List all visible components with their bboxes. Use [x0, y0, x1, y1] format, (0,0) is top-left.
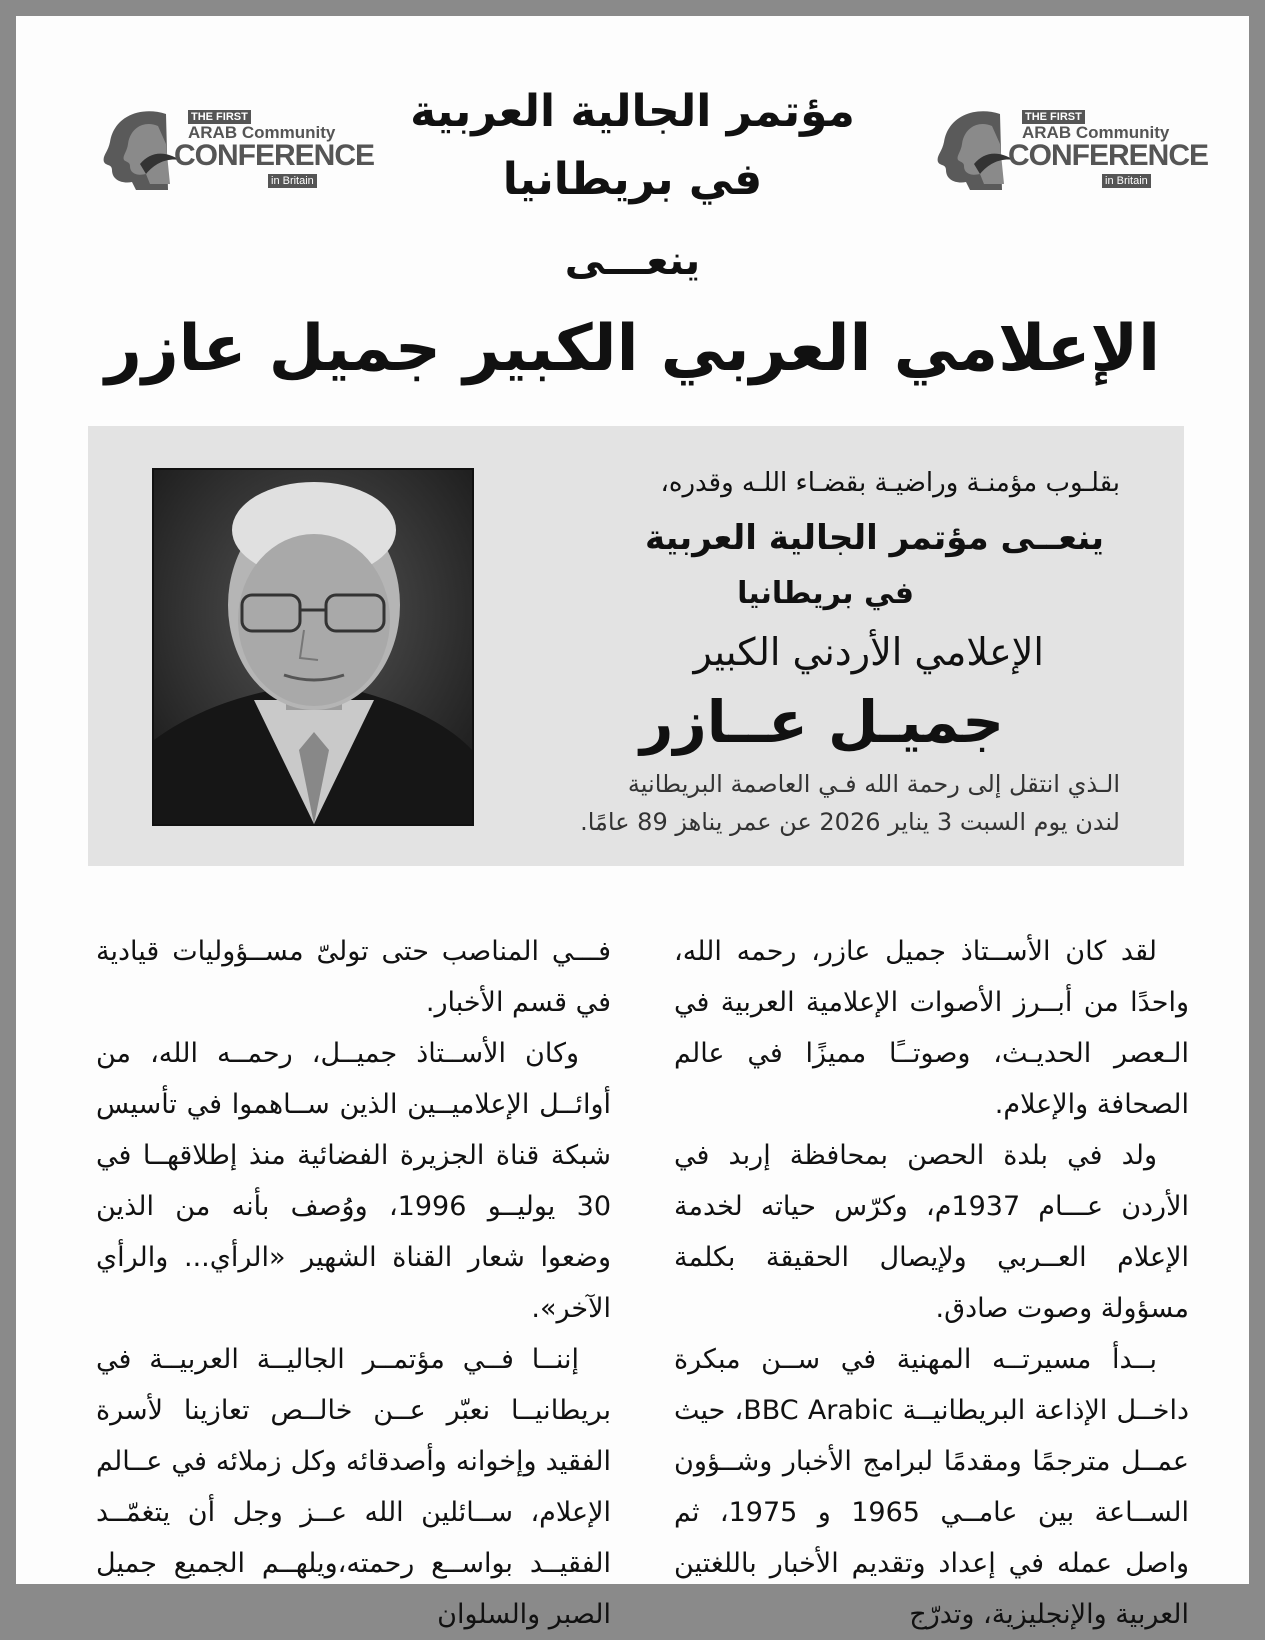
- paragraph: لقد كان الأســتاذ جميل عازر، رحمه الله، واحدًا من أبــرز الأصوات الإعلامية العربية في الـعصر الحديـث، وصوتــًا مميزًا في عالم الصحافة والإعلام.: [674, 936, 1189, 1120]
- paragraph: وكان الأســتاذ جميــل، رحمــه الله، من أوائــل الإعلاميــين الذين ســاهموا في تأسيس شبكة قناة الجزيرة الفضائية منذ إطلاقهــا في 30 يوليــو 1996، ووُصف بأنه من الذين وضعوا شعار القناة الشهير «الرأي... والرأي الآخر».: [96, 1038, 611, 1324]
- condolence-intro: بقلـوب مؤمنـة وراضيـة بقضـاء اللـه وقدره،: [660, 468, 1120, 498]
- deceased-name: جميـل عــازر: [640, 688, 1004, 756]
- logo-arab-community: ARAB Community: [188, 123, 336, 142]
- obituary-page: [16, 16, 1249, 1630]
- logo-the-first: THE FIRST: [188, 110, 251, 124]
- body-column-right: [674, 926, 1189, 1640]
- logo-in-britain: in Britain: [1102, 174, 1151, 188]
- body-column-left: [96, 926, 611, 1640]
- paragraph: إننــا فــي مؤتمــر الجاليــة العربيــة في بريطانيــا نعبّر عــن خالــص تعازينا لأسرة الفقيد وإخوانه وأصدقائه وكل زملائه في عــالم الإعلام، ســائلين الله عــز وجل أن يتغمّــد الفقيــد بواســع رحمته،ويلهــم الجميع جميل الصبر والسلوان: [96, 1344, 611, 1630]
- title-line: الإعلامي الأردني الكبير: [693, 630, 1044, 674]
- header-location: في بريطانيا: [502, 154, 763, 205]
- paragraph: فـــي المناصب حتى تولىّ مســؤوليات قيادية في قسم الأخبار.: [96, 936, 611, 1018]
- paragraph: بــدأ مسيرتــه المهنية في ســن مبكرة داخــل الإذاعة البريطانيــة BBC Arabic، حيث عمــل مترجمًا ومقدمًا لبرامج الأخبار وشــؤون الســاعة بين عامــي 1965 و 1975، ثم واصل عمله في إعداد وتقديم الأخبار باللغتين العربية والإنجليزية، وتدرّج: [674, 1344, 1189, 1630]
- header-mourns: ينعـــى: [564, 238, 701, 284]
- page-title: الإعلامي العربي الكبير جميل عازر: [104, 312, 1161, 386]
- logo-the-first: THE FIRST: [1022, 110, 1085, 124]
- passing-line-1: الـذي انتقل إلى رحمة الله فـي العاصمة البريطانية: [627, 770, 1120, 798]
- logo-conference: CONFERENCE: [174, 139, 375, 172]
- logo-arab-community: ARAB Community: [1022, 123, 1170, 142]
- paragraph: ولد في بلدة الحصن بمحافظة إربد في الأردن عـــام 1937م، وكرّس حياته لخدمة الإعلام العــربي ولإيصال الحقيقة بكلمة مسؤولة وصوت صادق.: [674, 1140, 1189, 1324]
- logo-conference: CONFERENCE: [1008, 139, 1209, 172]
- logo-in-britain: in Britain: [268, 174, 317, 188]
- passing-line-2: لندن يوم السبت 3 يناير 2026 عن عمر يناهز 89 عامًا.: [580, 808, 1120, 836]
- mourns-line: ينعــى مؤتمر الجالية العربية: [644, 518, 1104, 558]
- announcement-box: [88, 426, 1184, 866]
- header-organization: مؤتمر الجالية العربية: [410, 86, 855, 137]
- location-line: في بريطانيا: [737, 576, 914, 611]
